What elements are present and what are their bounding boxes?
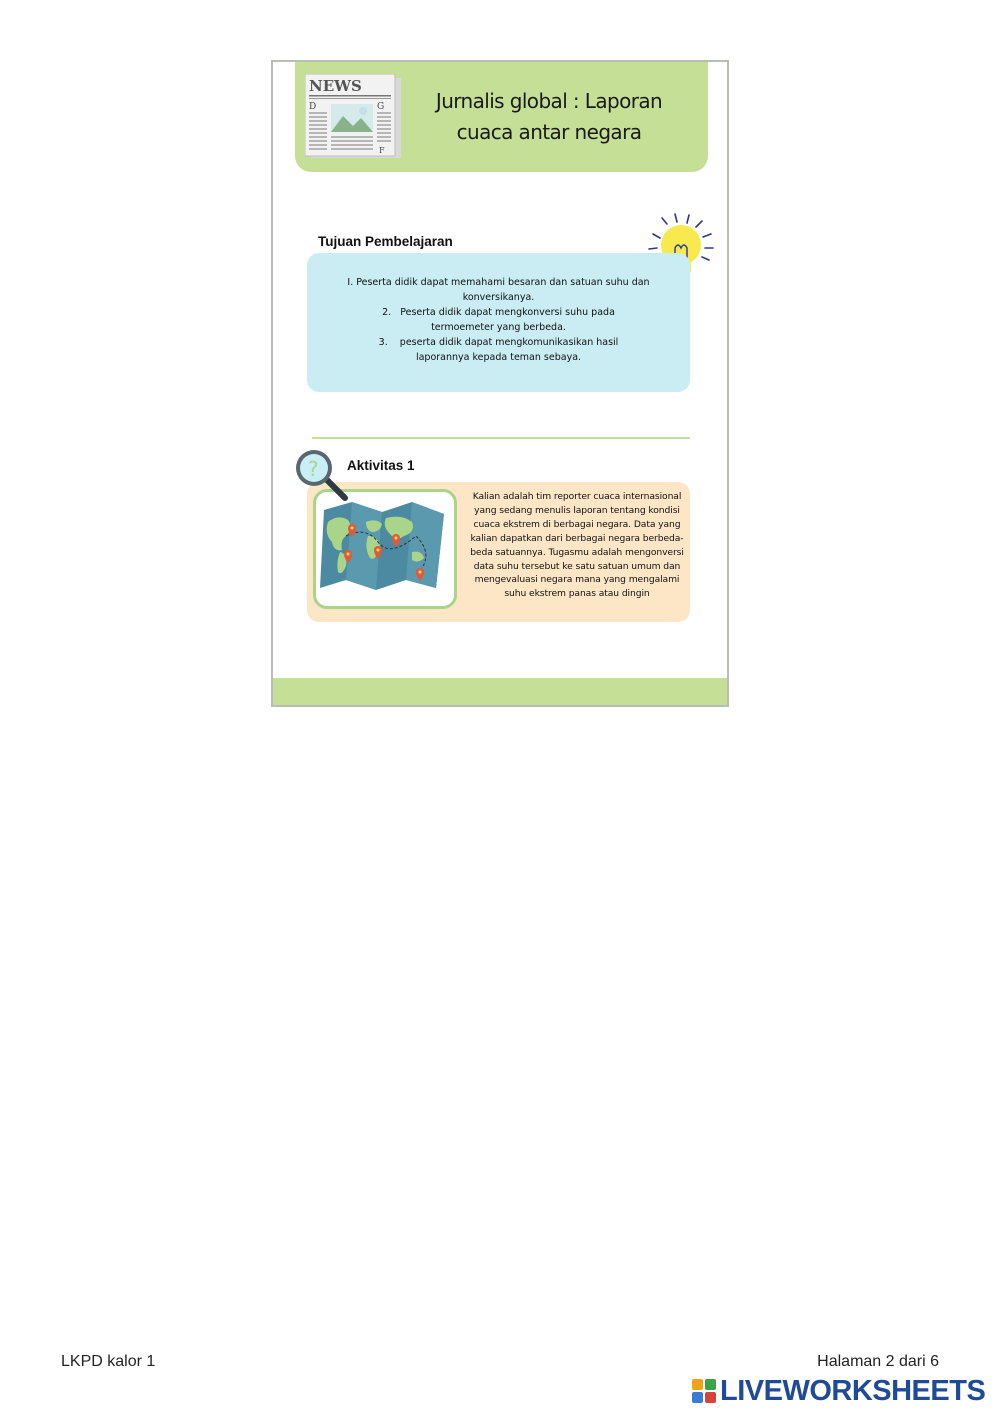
document-name: LKPD kalor 1 <box>61 1353 156 1370</box>
liveworksheets-logo-icon <box>692 1379 716 1403</box>
svg-text:D: D <box>309 102 317 112</box>
footer-band <box>273 678 727 705</box>
brand-wordmark: LIVEWORKSHEETS <box>720 1375 986 1407</box>
svg-text:F: F <box>379 146 385 155</box>
objective-item: 3. peserta didik dapat mengkomunikasikan hasil laporannya kepada teman sebaya. <box>378 337 619 363</box>
objectives-heading: Tujuan Pembelajaran <box>318 234 453 249</box>
activity-box <box>307 482 690 622</box>
newspaper-icon <box>305 74 403 160</box>
map-frame <box>313 489 457 609</box>
worksheet-page <box>271 60 729 707</box>
activity-heading: Aktivitas 1 <box>347 458 415 473</box>
liveworksheets-logo <box>692 1376 985 1406</box>
title-banner <box>295 62 708 172</box>
objective-item: 2. Peserta didik dapat mengkonversi suhu pada termoemeter yang berbeda. <box>382 307 615 333</box>
news-masthead: NEWS <box>309 77 362 95</box>
world-map-icon <box>316 492 454 606</box>
magnifier-question-icon <box>291 444 351 504</box>
objectives-box <box>307 253 690 392</box>
worksheet-title: Jurnalis global : Laporan cuaca antar negara <box>435 89 663 144</box>
page-indicator: Halaman 2 dari 6 <box>817 1353 939 1370</box>
activity-instructions: Kalian adalah tim reporter cuaca internasional yang sedang menulis laporan tentang kondisi cuaca ekstrem di berbagai negara. Data yang kalian dapatkan dari berbagai negara berbeda-beda satuannya. Tugasmu adalah mengonversi data suhu tersebut ke satu satuan umum dan mengevaluasi negara mana yang mengalami suhu ekstrem panas atau dingin <box>470 491 684 600</box>
objective-item: I. Peserta didik dapat memahami besaran dan satuan suhu dan konversikanya. <box>347 277 650 303</box>
svg-text:G: G <box>377 102 385 112</box>
section-divider <box>312 437 690 439</box>
svg-text:?: ? <box>308 457 319 481</box>
